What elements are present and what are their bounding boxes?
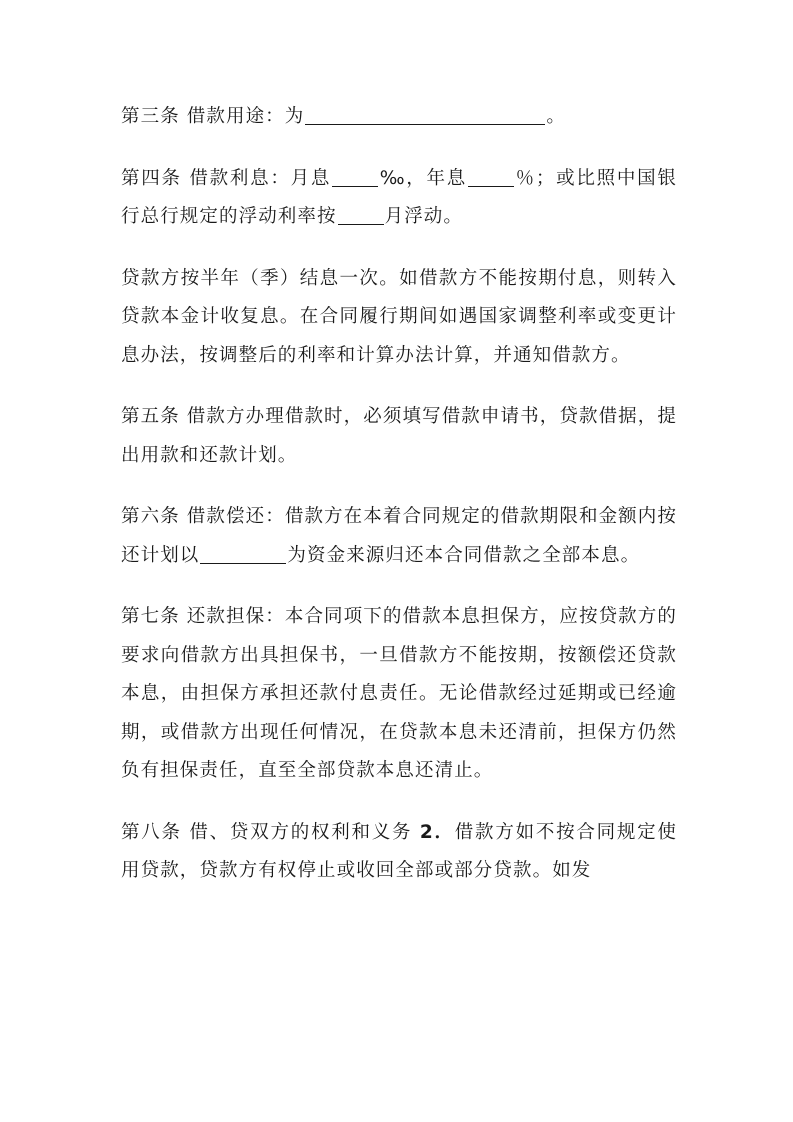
contract-body	[121, 98, 677, 914]
monthly-interest-blank[interactable]	[332, 164, 378, 187]
article-4-part3: ％；或比照中国银行总行规定的浮动利率按	[121, 167, 677, 227]
article-4-part1: 第四条 借款利息：月息	[121, 167, 332, 189]
interest-settlement-paragraph: 贷款方按半年（季）结息一次。如借款方不能按期付息，则转入贷款本金计收复息。在合同履行期间如遇国家调整利率或变更计息办法，按调整后的利率和计算办法计算，并通知借款方。	[121, 267, 677, 366]
article-3-prefix: 第三条 借款用途：为	[121, 106, 305, 127]
fund-source-blank[interactable]	[200, 541, 286, 564]
article-8-item-number: 2．	[419, 821, 455, 843]
article-8-heading: 第八条 借、贷双方的权利和义务	[121, 821, 420, 843]
article-4-part2: ，年息	[406, 167, 468, 189]
article-4-paragraph	[121, 160, 677, 237]
article-8-text: 借款方如不按合同规定使用贷款，贷款方有权停止或收回全部或部分贷款。如发	[121, 821, 677, 881]
article-5-paragraph: 第五条 借款方办理借款时，必须填写借款申请书，贷款借据，提出用款和还款计划。	[121, 406, 677, 466]
article-3-suffix: 。	[546, 106, 566, 127]
article-6-part2: 为资金来源归还本合同借款之全部本息。	[287, 544, 641, 566]
permille-sign: ‰	[379, 167, 407, 189]
article-4-part4: 月浮动。	[384, 206, 464, 227]
article-3-paragraph	[121, 98, 677, 137]
floating-rate-blank[interactable]	[338, 202, 384, 225]
annual-interest-blank[interactable]	[468, 164, 514, 187]
article-6-part1: 第六条 借款偿还：借款方在本着合同规定的借款期限和金额内按还计划以	[121, 506, 677, 566]
article-8-paragraph	[121, 814, 677, 891]
article-6-paragraph	[121, 498, 677, 575]
loan-purpose-blank[interactable]	[305, 102, 545, 125]
article-7-paragraph: 第七条 还款担保：本合同项下的借款本息担保方，应按贷款方的要求向借款方出具担保书，一旦借款方不能按期，按额偿还贷款本息，由担保方承担还款付息责任。无论借款经过延期或已经逾期，或借款方出现任何情况，在贷款本息未还清前，担保方仍然负有担保责任，直至全部贷款本息还清止。	[121, 606, 677, 781]
